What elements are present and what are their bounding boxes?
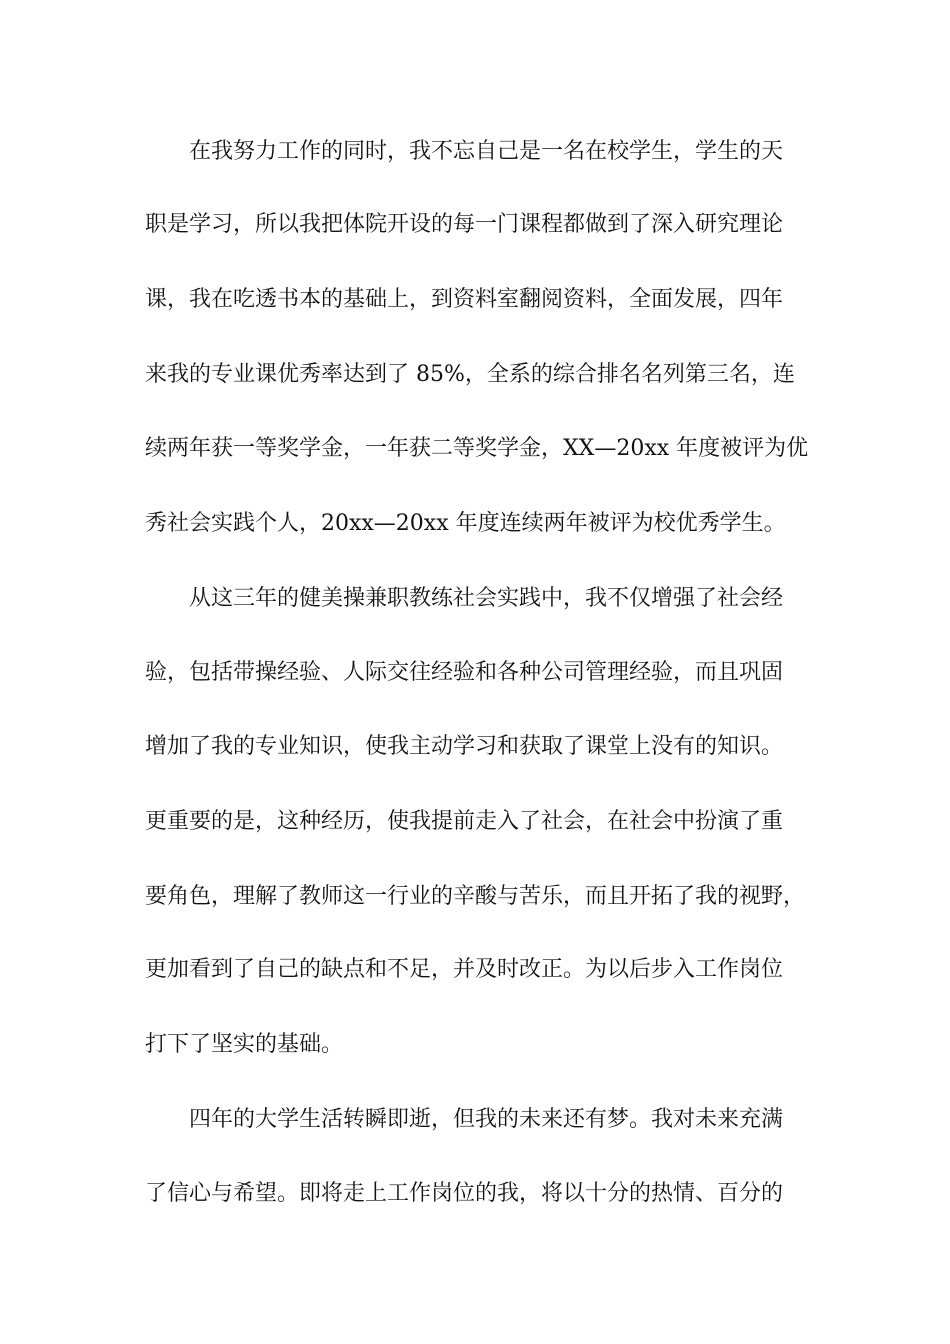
paragraph-3-line-2: 了信心与希望。即将走上工作岗位的我，将以十分的热情、百分的	[145, 1181, 784, 1206]
paragraph-1-line-1: 在我努力工作的同时，我不忘自己是一名在校学生，学生的天	[189, 139, 784, 164]
paragraph-1-line-3: 课，我在吃透书本的基础上，到资料室翻阅资料，全面发展，四年	[145, 287, 784, 312]
paragraph-2-line-3: 增加了我的专业知识，使我主动学习和获取了课堂上没有的知识。	[145, 734, 784, 759]
paragraph-2-line-1: 从这三年的健美操兼职教练社会实践中，我不仅增强了社会经	[189, 586, 784, 611]
paragraph-3-line-1: 四年的大学生活转瞬即逝，但我的未来还有梦。我对未来充满	[189, 1107, 784, 1132]
paragraph-2-line-7: 打下了坚实的基础。	[145, 1032, 344, 1057]
paragraph-2-line-5: 要角色，理解了教师这一行业的辛酸与苦乐，而且开拓了我的视野，	[145, 884, 806, 909]
paragraph-1-line-4: 来我的专业课优秀率达到了 85%，全系的综合排名名列第三名，连	[145, 362, 795, 387]
paragraph-2-line-4: 更重要的是，这种经历，使我提前走入了社会，在社会中扮演了重	[145, 809, 784, 834]
paragraph-1-line-6: 秀社会实践个人，20xx—20xx 年度连续两年被评为校优秀学生。	[145, 511, 786, 536]
paragraph-2-line-6: 更加看到了自己的缺点和不足，并及时改正。为以后步入工作岗位	[145, 957, 784, 982]
paragraph-1-line-5: 续两年获一等奖学金，一年获二等奖学金，XX—20xx 年度被评为优	[145, 436, 809, 461]
paragraph-1-line-2: 职是学习，所以我把体院开设的每一门课程都做到了深入研究理论	[145, 212, 784, 237]
paragraph-2-line-2: 验，包括带操经验、人际交往经验和各种公司管理经验，而且巩固	[145, 660, 784, 685]
